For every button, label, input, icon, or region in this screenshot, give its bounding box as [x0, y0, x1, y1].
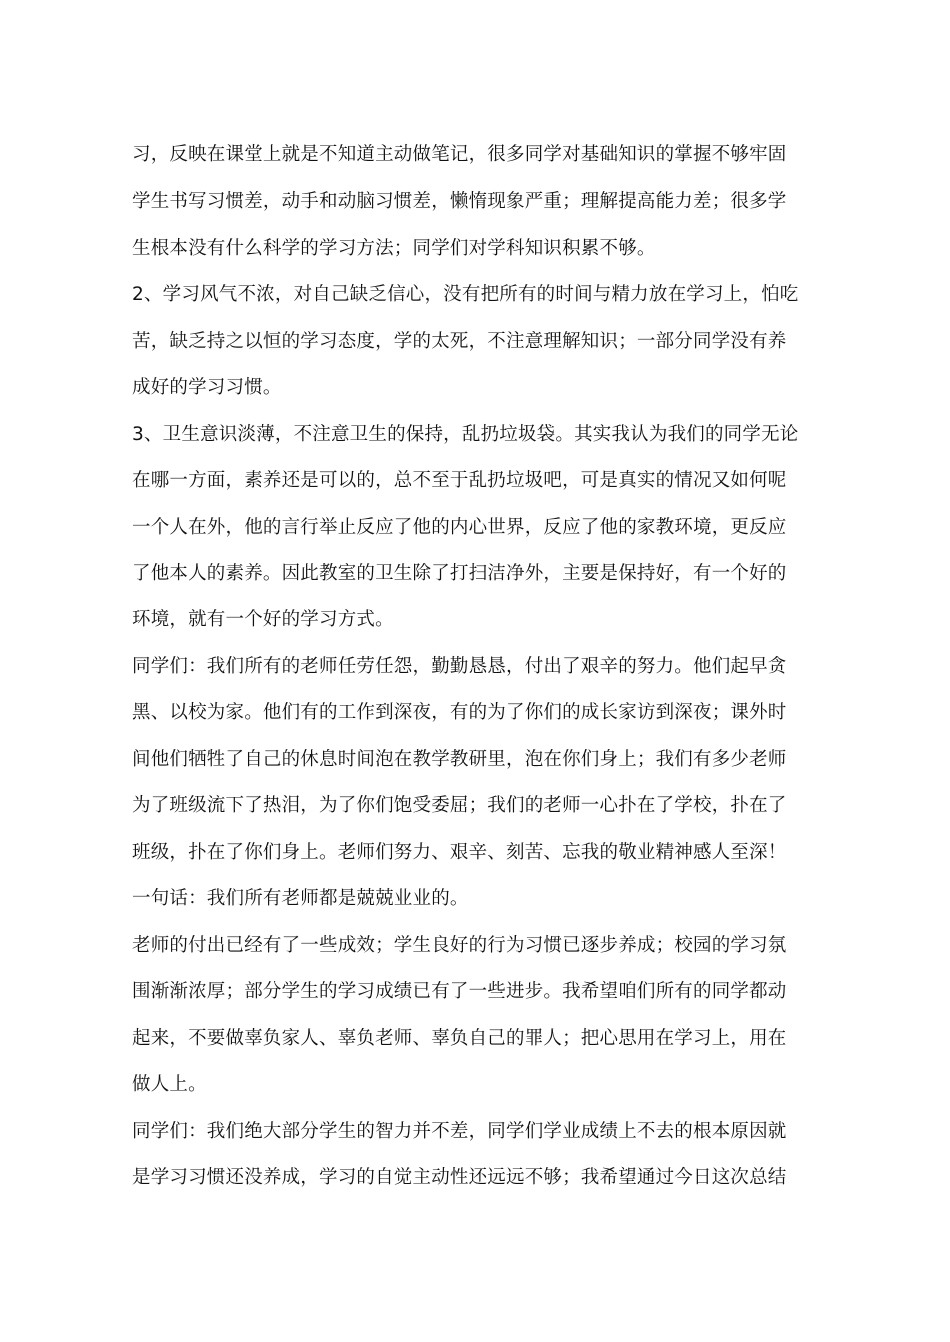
text-line: 班级，扑在了你们身上。老师们努力、艰辛、刻苦、忘我的敬业精神感人至深！: [132, 842, 787, 863]
text-line: 一句话：我们所有老师都是兢兢业业的。: [132, 888, 469, 909]
text-line: 3、卫生意识淡薄，不注意卫生的保持，乱扔垃圾袋。其实我认为我们的同学无论: [132, 424, 799, 445]
text-line: 习，反映在课堂上就是不知道主动做笔记，很多同学对基础知识的掌握不够牢固: [132, 144, 787, 165]
text-line: 老师的付出已经有了一些成效；学生良好的行为习惯已逐步养成；校园的学习氛: [132, 935, 787, 956]
text-line: 生根本没有什么科学的学习方法；同学们对学科知识积累不够。: [132, 238, 656, 259]
text-line: 做人上。: [132, 1074, 207, 1095]
text-line: 为了班级流下了热泪，为了你们饱受委屈；我们的老师一心扑在了学校，扑在了: [132, 795, 787, 816]
text-line: 间他们牺牲了自己的休息时间泡在教学教研里，泡在你们身上；我们有多少老师: [132, 749, 787, 770]
text-line: 2、学习风气不浓，对自己缺乏信心，没有把所有的时间与精力放在学习上，怕吃: [132, 284, 799, 305]
text-line: 围渐渐浓厚；部分学生的学习成绩已有了一些进步。我希望咱们所有的同学都动: [132, 981, 787, 1002]
text-line: 同学们：我们所有的老师任劳任怨，勤勤恳恳，付出了艰辛的努力。他们起早贪: [132, 656, 787, 677]
text-line: 起来，不要做辜负家人、辜负老师、辜负自己的罪人；把心思用在学习上，用在: [132, 1028, 787, 1049]
text-line: 苦，缺乏持之以恒的学习态度，学的太死，不注意理解知识；一部分同学没有养: [132, 331, 787, 352]
text-line: 同学们：我们绝大部分学生的智力并不差，同学们学业成绩上不去的根本原因就: [132, 1121, 787, 1142]
text-line: 环境，就有一个好的学习方式。: [132, 609, 394, 630]
text-line: 在哪一方面，素养还是可以的，总不至于乱扔垃圾吧，可是真实的情况又如何呢: [132, 470, 787, 491]
text-line: 了他本人的素养。因此教室的卫生除了打扫洁净外，主要是保持好，有一个好的: [132, 563, 787, 584]
text-line: 学生书写习惯差，动手和动脑习惯差，懒惰现象严重；理解提高能力差；很多学: [132, 191, 787, 212]
text-line: 是学习习惯还没养成，学习的自觉主动性还远远不够；我希望通过今日这次总结: [132, 1167, 787, 1188]
text-line: 成好的学习习惯。: [132, 377, 282, 398]
text-line: 一个人在外，他的言行举止反应了他的内心世界，反应了他的家教环境，更反应: [132, 517, 787, 538]
text-line: 黑、以校为家。他们有的工作到深夜，有的为了你们的成长家访到深夜；课外时: [132, 702, 787, 723]
